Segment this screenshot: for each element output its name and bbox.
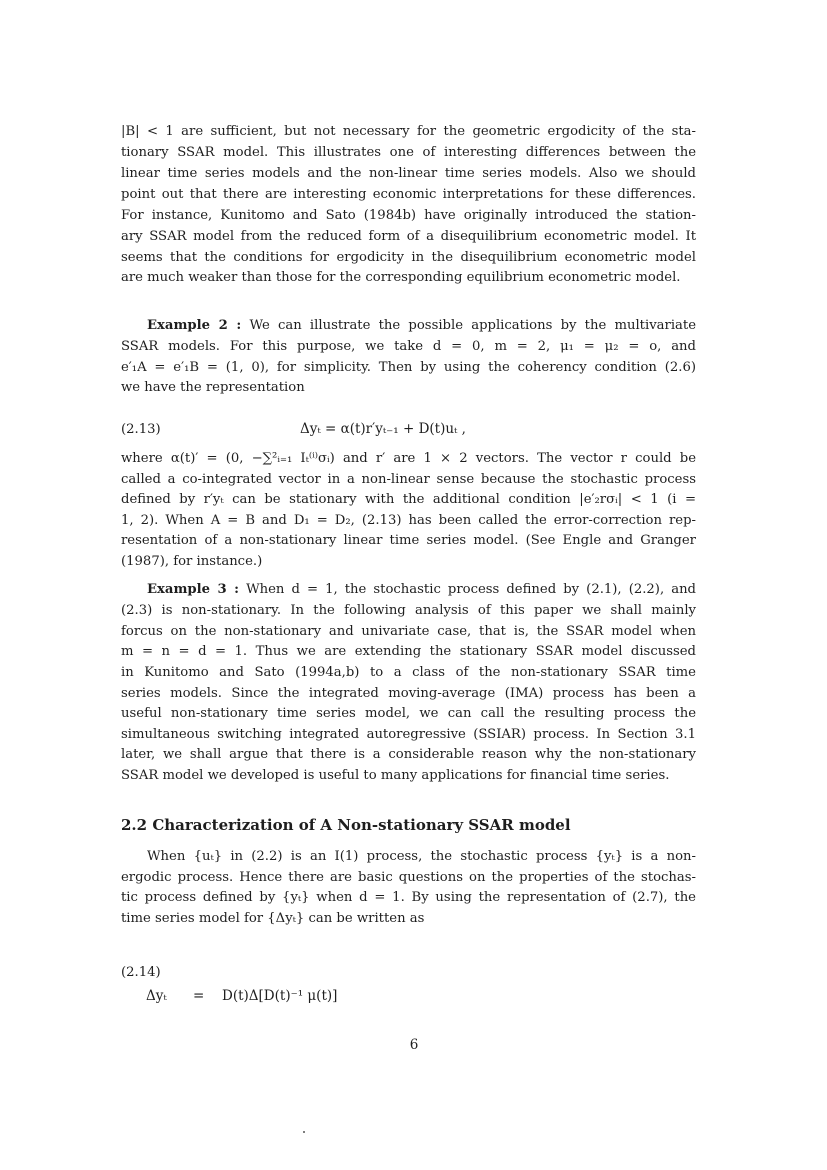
- example2-label: Example 2 :: [147, 318, 242, 333]
- example2-line-4: we have the representation: [121, 380, 305, 395]
- after213-line-4: 1, 2). When A = B and D₁ = D₂, (2.13) has been called the error-correction rep-: [121, 513, 696, 528]
- section-heading: 2.2 Characterization of A Non-stationary SSAR model: [121, 816, 571, 834]
- example2-line-1: [147, 316, 696, 336]
- example2-line-2: SSAR models. For this purpose, we take d = 0, m = 2, μ₁ = μ₂ = o, and: [121, 339, 696, 354]
- para1-line-8: are much weaker than those for the corresponding equilibrium econometric model.: [121, 270, 681, 285]
- eq-2-13-label: (2.13): [121, 422, 161, 437]
- example3-line-8: simultaneous switching integrated autoregressive (SSIAR) process. In Section 3.1: [121, 727, 696, 742]
- after213-line-3: defined by r′yₜ can be stationary with the additional condition |e′₂rσᵢ| < 1 (i =: [121, 492, 696, 507]
- para1-line-6: ary SSAR model from the reduced form of a disequilibrium econometric model. It: [121, 229, 696, 244]
- example3-text-1: When d = 1, the stochastic process defined by (2.1), (2.2), and: [239, 582, 696, 597]
- eq-2-13-formula: Δyₜ = α(t)r′yₜ₋₁ + D(t)uₜ ,: [300, 421, 466, 437]
- eq-2-14-rhs: D(t)Δ[D(t)⁻¹ μ(t)]: [222, 988, 338, 1004]
- example2-line-3: e′₁A = e′₁B = (1, 0), for simplicity. Then by using the coherency condition (2.6): [121, 360, 696, 375]
- eq-2-14-equals: =: [193, 988, 205, 1004]
- example3-line-9: later, we shall argue that there is a considerable reason why the non-stationary: [121, 747, 696, 762]
- section-line-2: ergodic process. Hence there are basic questions on the properties of the stochas-: [121, 870, 696, 885]
- page-number: 6: [409, 1037, 419, 1053]
- example3-line-7: useful non-stationary time series model, we can call the resulting process the: [121, 706, 696, 721]
- para1-line-7: seems that the conditions for ergodicity in the disequilibrium econometric model: [121, 250, 696, 265]
- after213-line-1: where α(t)′ = (0, −∑²ᵢ₌₁ Iₜ⁽ⁱ⁾σᵢ) and r′ are 1 × 2 vectors. The vector r could be: [121, 451, 696, 466]
- example2-text-1: We can illustrate the possible applications by the multivariate: [241, 318, 696, 333]
- after213-line-6: (1987), for instance.): [121, 554, 263, 569]
- eq-2-14-label: (2.14): [121, 965, 161, 980]
- example3-line-2: (2.3) is non-stationary. In the following analysis of this paper we shall mainly: [121, 603, 696, 618]
- section-line-3: tic process defined by {yₜ} when d = 1. By using the representation of (2.7), the: [121, 890, 696, 905]
- after213-line-2: called a co-integrated vector in a non-linear sense because the stochastic process: [121, 472, 696, 487]
- example3-line-10: SSAR model we developed is useful to many applications for financial time series.: [121, 768, 670, 783]
- example3-line-3: forcus on the non-stationary and univariate case, that is, the SSAR model when: [121, 624, 696, 639]
- scan-speck: [303, 1131, 305, 1133]
- example3-label: Example 3 :: [147, 582, 240, 597]
- after213-line-5: resentation of a non-stationary linear time series model. (See Engle and Granger: [121, 533, 696, 548]
- para1-line-1: |B| < 1 are sufficient, but not necessary for the geometric ergodicity of the sta-: [121, 124, 696, 139]
- para1-line-5: For instance, Kunitomo and Sato (1984b) have originally introduced the station-: [121, 208, 696, 223]
- example3-line-4: m = n = d = 1. Thus we are extending the stationary SSAR model discussed: [121, 644, 696, 659]
- para1-line-2: tionary SSAR model. This illustrates one of interesting differences between the: [121, 145, 696, 160]
- section-line-1: When {uₜ} in (2.2) is an I(1) process, the stochastic process {yₜ} is a non-: [147, 849, 696, 864]
- section-line-4: time series model for {Δyₜ} can be written as: [121, 911, 425, 926]
- example3-line-1: [147, 580, 696, 600]
- para1-line-4: point out that there are interesting economic interpretations for these differences.: [121, 187, 696, 202]
- para1-line-3: linear time series models and the non-linear time series models. Also we should: [121, 166, 696, 181]
- eq-2-14-lhs: Δyₜ: [146, 988, 167, 1004]
- example3-line-5: in Kunitomo and Sato (1994a,b) to a class of the non-stationary SSAR time: [121, 665, 696, 680]
- example3-line-6: series models. Since the integrated moving-average (IMA) process has been a: [121, 686, 696, 701]
